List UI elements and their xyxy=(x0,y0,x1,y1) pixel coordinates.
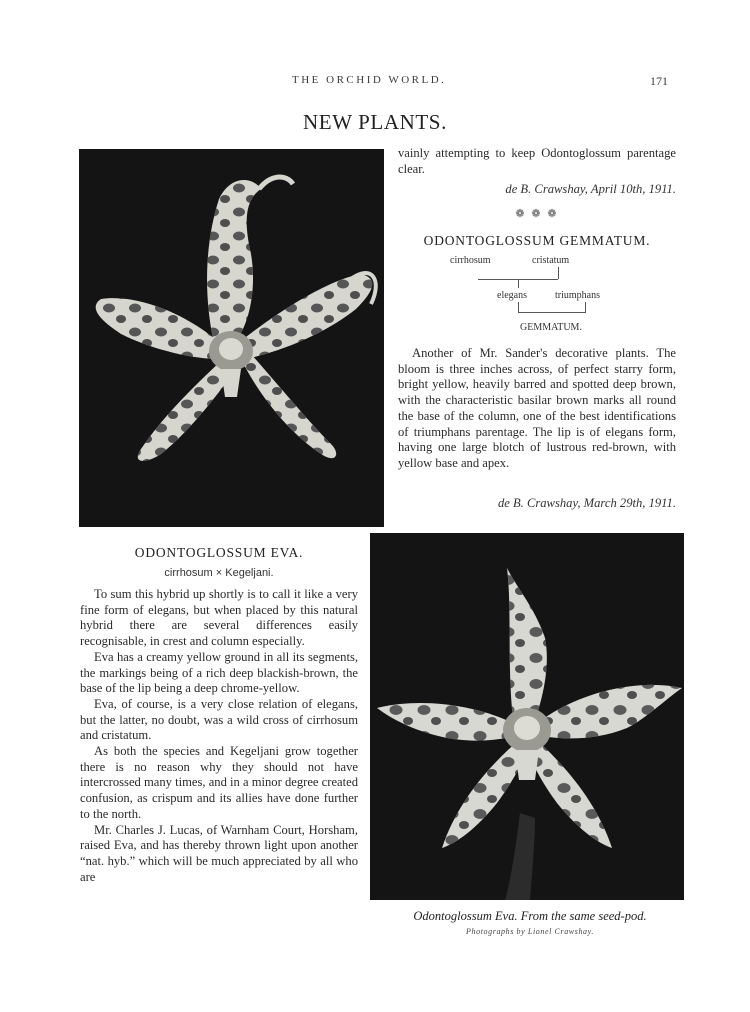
pedigree-result: GEMMATUM. xyxy=(520,322,582,333)
photo-credit: Photographs by Lionel Crawshay. xyxy=(466,927,594,936)
pedigree-hybrid-1: elegans xyxy=(497,290,527,301)
pedigree-parent-b: cristatum xyxy=(532,255,570,266)
pedigree-line xyxy=(558,267,559,279)
page-title: NEW PLANTS. xyxy=(303,110,447,134)
pedigree-line xyxy=(518,280,519,288)
pedigree-parent-a: cirrhosum xyxy=(450,255,491,266)
eva-paragraph: To sum this hybrid up shortly is to call it like a very fine form of elegans, but when placed by this natural hybrid there are several differences easily recognisable, in crest and column especially. xyxy=(80,587,358,649)
pedigree-line xyxy=(518,302,519,312)
pedigree-line xyxy=(518,312,586,313)
heading-gemmatum: ODONTOGLOSSUM GEMMATUM. xyxy=(423,233,651,248)
eva-parentage: cirrhosum × Kegeljani. xyxy=(164,567,274,579)
eva-paragraph: Eva, of course, is a very close relation of elegans, but the latter, no doubt, was a wild cross of cirrhosum and cristatum. xyxy=(80,696,358,743)
continuation-text: vainly attempting to keep Odontoglossum parentage clear. xyxy=(398,146,676,176)
heading-eva: ODONTOGLOSSUM EVA. xyxy=(134,545,304,560)
pedigree-parent-c: triumphans xyxy=(555,290,600,301)
running-head: THE ORCHID WORLD. xyxy=(292,74,447,86)
pedigree-chart xyxy=(398,254,676,336)
photo-gemmatum xyxy=(79,149,384,527)
gemmatum-paragraph: Another of Mr. Sander's decorative plants. The bloom is three inches across, of perfect starry form, bright yellow, heavily barred and spotted deep brown, with the characteristic basilar brown marks all round the base of the column, one of the best identifications of triumphans parentage. The lip is of elegans form, having one large blotch of lustrous red-brown, with yellow base and apex. xyxy=(398,346,676,470)
eva-paragraph: Mr. Charles J. Lucas, of Warnham Court, Horsham, raised Eva, and has thereby thrown light upon another “nat. hyb.” which will be much appreciated by all who are xyxy=(80,822,358,884)
photo-caption: Odontoglossum Eva. From the same seed-pod. xyxy=(413,909,647,923)
eva-paragraph: As both the species and Kegeljani grow together there is no reason why they should not have intercrossed many times, and in a minor degree created confusion, as crispum and its allies have done further to the north. xyxy=(80,744,359,821)
orchid-eva-image xyxy=(370,533,684,900)
ornament-divider: ❁ ❁ ❁ xyxy=(515,208,559,220)
page-number: 171 xyxy=(650,74,668,88)
photo-eva xyxy=(370,533,684,900)
eva-paragraph: Eva has a creamy yellow ground in all its segments, the markings being of a rich deep blackish-brown, the base of the lip being a deep chrome-yellow. xyxy=(80,649,358,696)
signature-march: de B. Crawshay, March 29th, 1911. xyxy=(497,496,676,510)
signature-april: de B. Crawshay, April 10th, 1911. xyxy=(505,182,676,196)
orchid-gemmatum-image xyxy=(79,149,384,527)
pedigree-line xyxy=(585,302,586,312)
eva-article-body xyxy=(80,587,358,885)
